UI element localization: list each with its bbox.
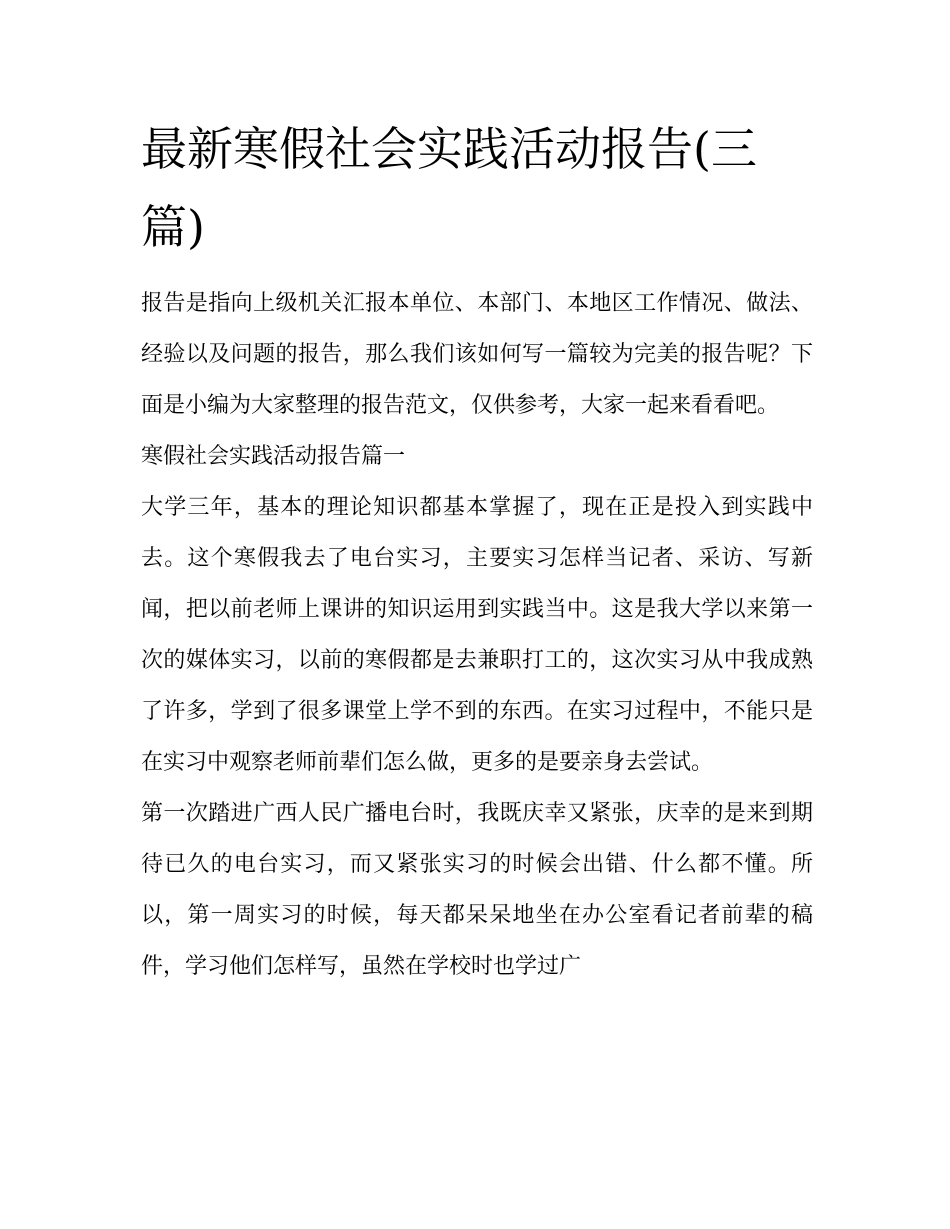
body-paragraph: 第一次踏进广西人民广播电台时，我既庆幸又紧张，庆幸的是来到期待已久的电台实习，而又紧张实习的时候会出错、什么都不懂。所以，第一周实习的时候，每天都呆呆地坐在办公室看记者前辈的稿件，学习他们怎样写，虽然在学校时也学过广 [141,801,813,979]
document-page [141,110,813,992]
body-paragraph: 大学三年，基本的理论知识都基本掌握了，现在正是投入到实践中去。这个寒假我去了电台实习，主要实习怎样当记者、采访、写新闻，把以前老师上课讲的知识运用到实践当中。这是我大学以来第一次的媒体实习，以前的寒假都是去兼职打工的，这次实习从中我成熟了许多，学到了很多课堂上学不到的东西。在实习过程中，不能只是在实习中观察老师前辈们怎么做，更多的是要亲身去尝试。 [141,495,813,775]
intro-paragraph: 报告是指向上级机关汇报本单位、本部门、本地区工作情况、做法、经验以及问题的报告，那么我们该如何写一篇较为完美的报告呢？下面是小编为大家整理的报告范文，仅供参考，大家一起来看看吧。 [141,291,813,418]
document-title: 最新寒假社会实践活动报告(三篇) [141,122,757,254]
section-heading: 寒假社会实践活动报告篇一 [141,444,406,469]
